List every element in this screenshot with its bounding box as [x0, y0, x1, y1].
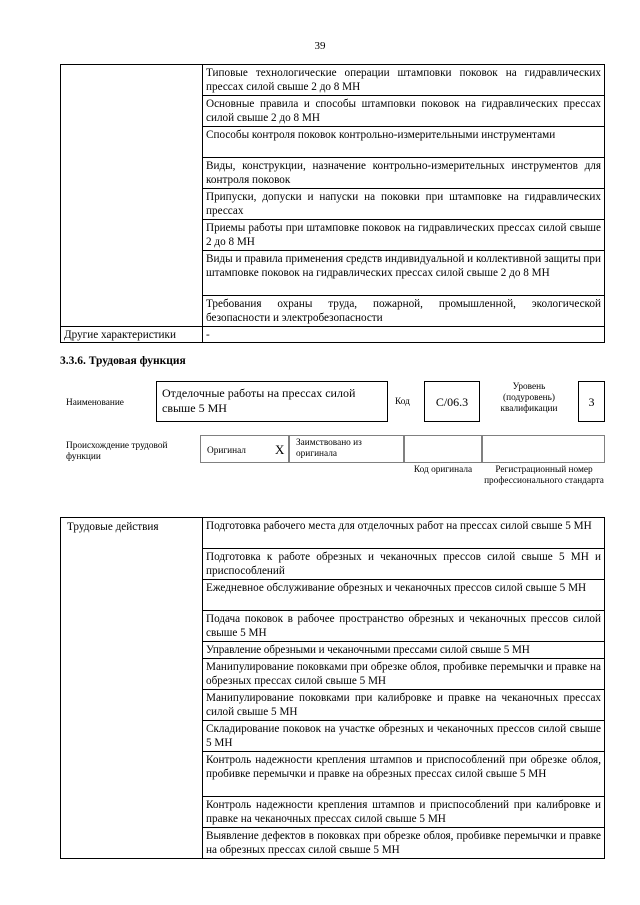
code-original-caption: Код оригинала: [413, 465, 473, 475]
label-cell-empty: [61, 65, 203, 327]
knowledge-table: [60, 64, 605, 343]
knowledge-item: Припуски, допуски и напуски на поковки при штамповке на гидравлических прессах: [203, 189, 605, 220]
table-row: [61, 518, 605, 549]
other-characteristics-value: -: [203, 327, 605, 343]
knowledge-item: Основные правила и способы штамповки поковок на гидравлических прессах силой свыше 2 до 8 МН: [203, 96, 605, 127]
knowledge-item: Виды и правила применения средств индивидуальной и коллективной защиты при штамповке поковок на гидравлических прессах силой свыше 2 до 8 МН: [203, 251, 605, 296]
section-title: 3.3.6. Трудовая функция: [60, 355, 186, 367]
labor-action-item: Ежедневное обслуживание обрезных и чеканочных прессов силой свыше 5 МН: [203, 580, 605, 611]
page-number: 39: [314, 40, 326, 52]
table-row: [61, 65, 605, 96]
borrowed-box: [289, 435, 404, 463]
function-name-box: Отделочные работы на прессах силой свыше 5 МН: [156, 381, 388, 422]
labor-action-item: Контроль надежности крепления штампов и приспособлений при обрезке облоя, пробивке перемычки и правке на обрезных прессах силой свыше 5 МН: [203, 752, 605, 797]
original-mark: Х: [275, 442, 285, 457]
knowledge-item: Способы контроля поковок контрольно-измерительными инструментами: [203, 127, 605, 158]
name-label: Наименование: [66, 398, 124, 408]
reg-number-box: [482, 435, 605, 463]
reg-number-caption: Регистрационный номер профессионального стандарта: [484, 465, 604, 486]
labor-action-item: Складирование поковок на участке обрезных и чеканочных прессов силой свыше 5 МН: [203, 721, 605, 752]
table-row: [61, 327, 605, 343]
knowledge-item: Виды, конструкции, назначение контрольно-измерительных инструментов для контроля поковок: [203, 158, 605, 189]
level-label: Уровень (подуровень) квалификации: [500, 382, 558, 414]
original-box: [200, 435, 289, 463]
labor-action-item: Выявление дефектов в поковках при обрезке облоя, пробивке перемычки и правке на обрезных прессах силой свыше 5 МН: [203, 828, 605, 859]
original-label: Оригинал: [207, 446, 246, 456]
labor-action-item: Подача поковок в рабочее пространство обрезных и чеканочных прессов силой свыше 5 МН: [203, 611, 605, 642]
knowledge-item: Требования охраны труда, пожарной, промышленной, экологической безопасности и электробезопасности: [203, 296, 605, 327]
labor-action-item: Подготовка рабочего места для отделочных работ на прессах силой свыше 5 МН: [203, 518, 605, 549]
borrowed-label: Заимствовано из оригинала: [296, 438, 362, 459]
labor-action-item: Манипулирование поковками при обрезке облоя, пробивке перемычки и правке на обрезных прессах силой свыше 5 МН: [203, 659, 605, 690]
other-characteristics-label: Другие характеристики: [61, 327, 203, 343]
labor-action-item: Контроль надежности крепления штампов и приспособлений при калибровке и правке на чеканочных прессах силой свыше 5 МН: [203, 797, 605, 828]
origin-label: Происхождение трудовой функции: [66, 441, 168, 462]
labor-actions-table: [60, 517, 605, 859]
code-original-box: [404, 435, 482, 463]
labor-action-item: Манипулирование поковками при калибровке и правке на чеканочных прессах силой свыше 5 МН: [203, 690, 605, 721]
code-box: С/06.3: [424, 381, 480, 422]
labor-action-item: Подготовка к работе обрезных и чеканочных прессов силой свыше 5 МН и приспособлений: [203, 549, 605, 580]
knowledge-item: Типовые технологические операции штамповки поковок на гидравлических прессах силой свыше 2 до 8 МН: [203, 65, 605, 96]
labor-actions-label: Трудовые действия: [61, 518, 203, 859]
labor-action-item: Управление обрезными и чеканочными прессами силой свыше 5 МН: [203, 642, 605, 659]
level-box: 3: [578, 381, 605, 422]
code-label: Код: [395, 397, 410, 407]
knowledge-item: Приемы работы при штамповке поковок на гидравлических прессах силой свыше 2 до 8 МН: [203, 220, 605, 251]
